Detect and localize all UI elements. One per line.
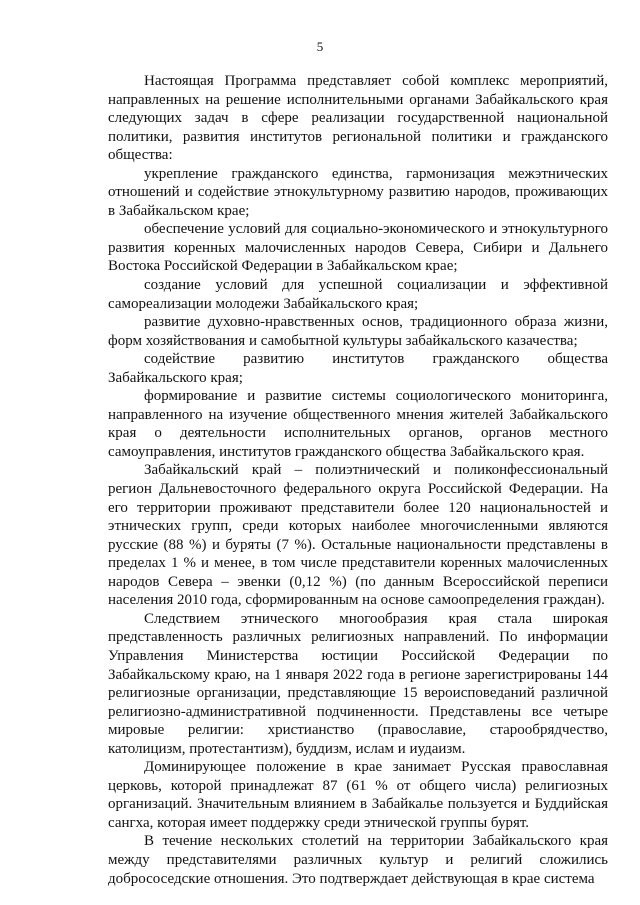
paragraph-religious-diversity: Следствием этнического многообразия края стала широкая представленность различных религиозных направлений. По информации Управления Министерства юстиции Российской Федерации по Забайкальскому краю, на 1 января 2022 года в регионе зарегистрированы 144 религиозные организации, представляющие 15 вероисповеданий различной религиозно-административной подчиненности. Представлены все четыре мировые религии: христианство (православие, старообрядчество, католицизм, протестантизм), буддизм, ислам и иудаизм. [108, 610, 608, 757]
paragraph-task-youth: создание условий для успешной социализации и эффективной самореализации молодежи Забайкальского края; [108, 277, 608, 312]
paragraph-intro: Настоящая Программа представляет собой комплекс мероприятий, направленных на решение исполнительными органами Забайкальского края следующих задач в сфере реализации государственной национальной политики, развития институтов региональной политики и гражданского общества: [108, 73, 608, 164]
paragraph-task-cossacks: развитие духовно-нравственных основ, традиционного образа жизни, форм хозяйствования и самобытной культуры забайкальского казачества; [108, 314, 608, 349]
paragraph-task-indigenous: обеспечение условий для социально-экономического и этнокультурного развития коренных малочисленных народов Севера, Сибири и Дальнего Востока Российской Федерации в Забайкальском крае; [108, 221, 608, 275]
paragraph-interfaith-relations: В течение нескольких столетий на территории Забайкальского края между представителями различных культур и религий сложились добрососедские отношения. Это подтверждает действующая в крае система [108, 833, 608, 887]
paragraph-task-unity: укрепление гражданского единства, гармонизация межэтнических отношений и содействие этнокультурному развитию народов, проживающих в Забайкальском крае; [108, 165, 608, 219]
document-body [108, 72, 608, 888]
paragraph-task-monitoring: формирование и развитие системы социологического мониторинга, направленного на изучение общественного мнения жителей Забайкальского края о деятельности исполнительных органов, органов местного самоуправления, институтов гражданского общества Забайкальского края. [108, 388, 608, 460]
page-number: 5 [316, 39, 324, 54]
paragraph-task-civil-society: содействие развитию институтов гражданского общества Забайкальского края; [108, 351, 608, 386]
paragraph-ethnic-composition: Забайкальский край – полиэтнический и поликонфессиональный регион Дальневосточного федерального округа Российской Федерации. На его территории проживают представители более 120 национальностей и этнических групп, среди которых наиболее многочисленными являются русские (88 %) и буряты (7 %). Остальные национальности представлены в пределах 1 % и менее, в том числе представители коренных малочисленных народов Севера – эвенки (0,12 %) (по данным Всероссийской переписи населения 2010 года, сформированным на основе самоопределения граждан). [108, 462, 608, 609]
paragraph-orthodox-church: Доминирующее положение в крае занимает Русская православная церковь, которой принадлежат 87 (61 % от общего числа) религиозных организаций. Значительным влиянием в Забайкалье пользуется и Буддийская сангха, которая имеет поддержку среди этнической группы бурят. [108, 759, 608, 831]
